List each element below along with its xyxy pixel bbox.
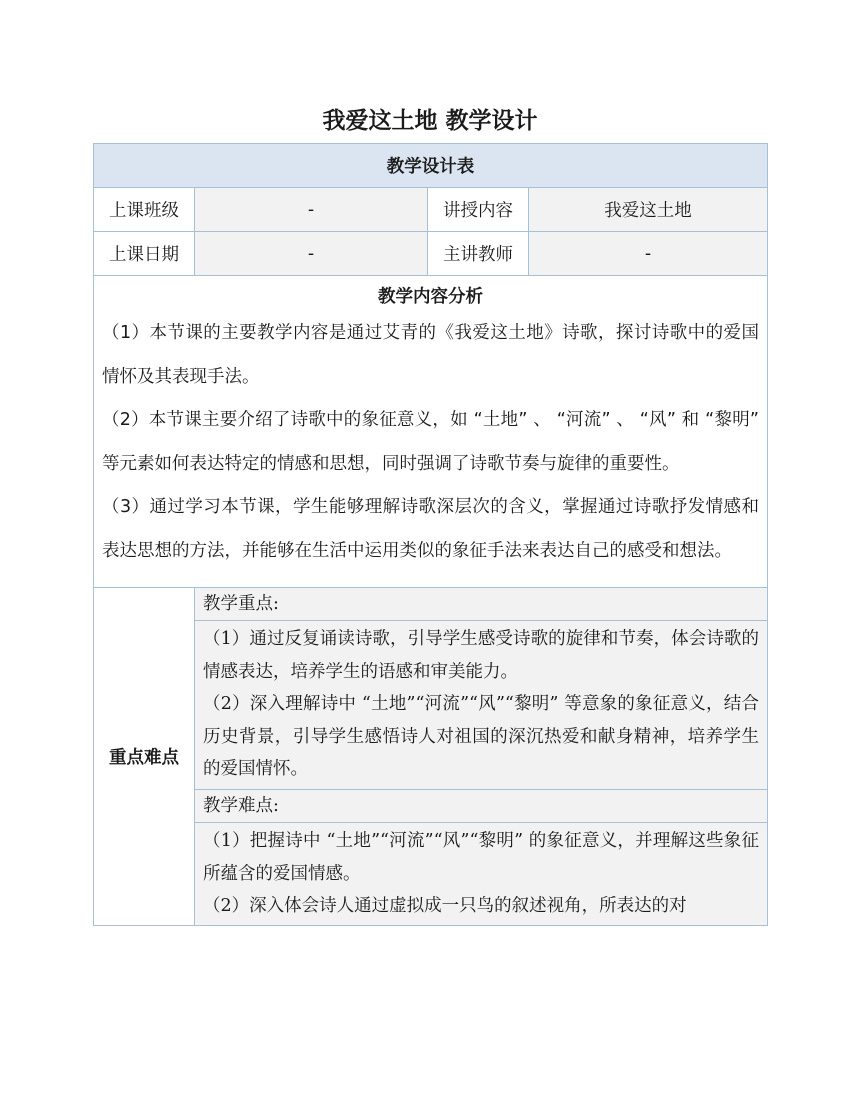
document-title: 我爱这土地 教学设计: [322, 108, 538, 134]
table-row: [94, 232, 768, 276]
focus-title: 教学重点:: [195, 588, 768, 621]
date-value: -: [195, 232, 428, 276]
section-heading: 教学内容分析: [378, 287, 483, 307]
difficulty-title: 教学难点:: [195, 790, 768, 823]
difficulty-item: （1）把握诗中 “土地”“河流”“风”“黎明” 的象征意义，并理解这些象征所蕴含的爱国情感。: [203, 831, 759, 884]
analysis-paragraph: （2）本节课主要介绍了诗歌中的象征意义，如 “土地” 、 “河流” 、 “风” 和 “黎明” 等元素如何表达特定的情感和思想，同时强调了诗歌节奏与旋律的重要性。: [102, 410, 759, 474]
difficulty-item: （2）深入体会诗人通过虚拟成一只鸟的叙述视角，所表达的对: [203, 896, 687, 916]
table-header: 教学设计表: [94, 144, 768, 188]
lesson-design-table: [93, 143, 768, 926]
date-label: 上课日期: [94, 232, 195, 276]
focus-item: （1）通过反复诵读诗歌，引导学生感受诗歌的旋律和节奏，体会诗歌的情感表达，培养学生的语感和审美能力。: [203, 629, 759, 682]
class-label: 上课班级: [94, 188, 195, 232]
content-value: 我爱这土地: [529, 188, 768, 232]
content-analysis-section: [94, 276, 768, 588]
key-points-label: 重点难点: [94, 588, 195, 926]
focus-item: （2）深入理解诗中 “土地”“河流”“风”“黎明” 等意象的象征意义，结合历史背景，引导学生感悟诗人对祖国的深沉热爱和献身精神，培养学生的爱国情怀。: [203, 694, 759, 779]
focus-content: [195, 621, 768, 790]
difficulty-content: [195, 823, 768, 926]
table-row: [94, 188, 768, 232]
analysis-paragraph: （3）通过学习本节课，学生能够理解诗歌深层次的含义，掌握通过诗歌抒发情感和表达思想的方法，并能够在生活中运用类似的象征手法来表达自己的感受和想法。: [102, 497, 759, 561]
content-label: 讲授内容: [428, 188, 529, 232]
teacher-label: 主讲教师: [428, 232, 529, 276]
class-value: -: [195, 188, 428, 232]
teacher-value: -: [529, 232, 768, 276]
analysis-paragraph: （1）本节课的主要教学内容是通过艾青的《我爱这土地》诗歌，探讨诗歌中的爱国情怀及其表现手法。: [102, 323, 759, 387]
